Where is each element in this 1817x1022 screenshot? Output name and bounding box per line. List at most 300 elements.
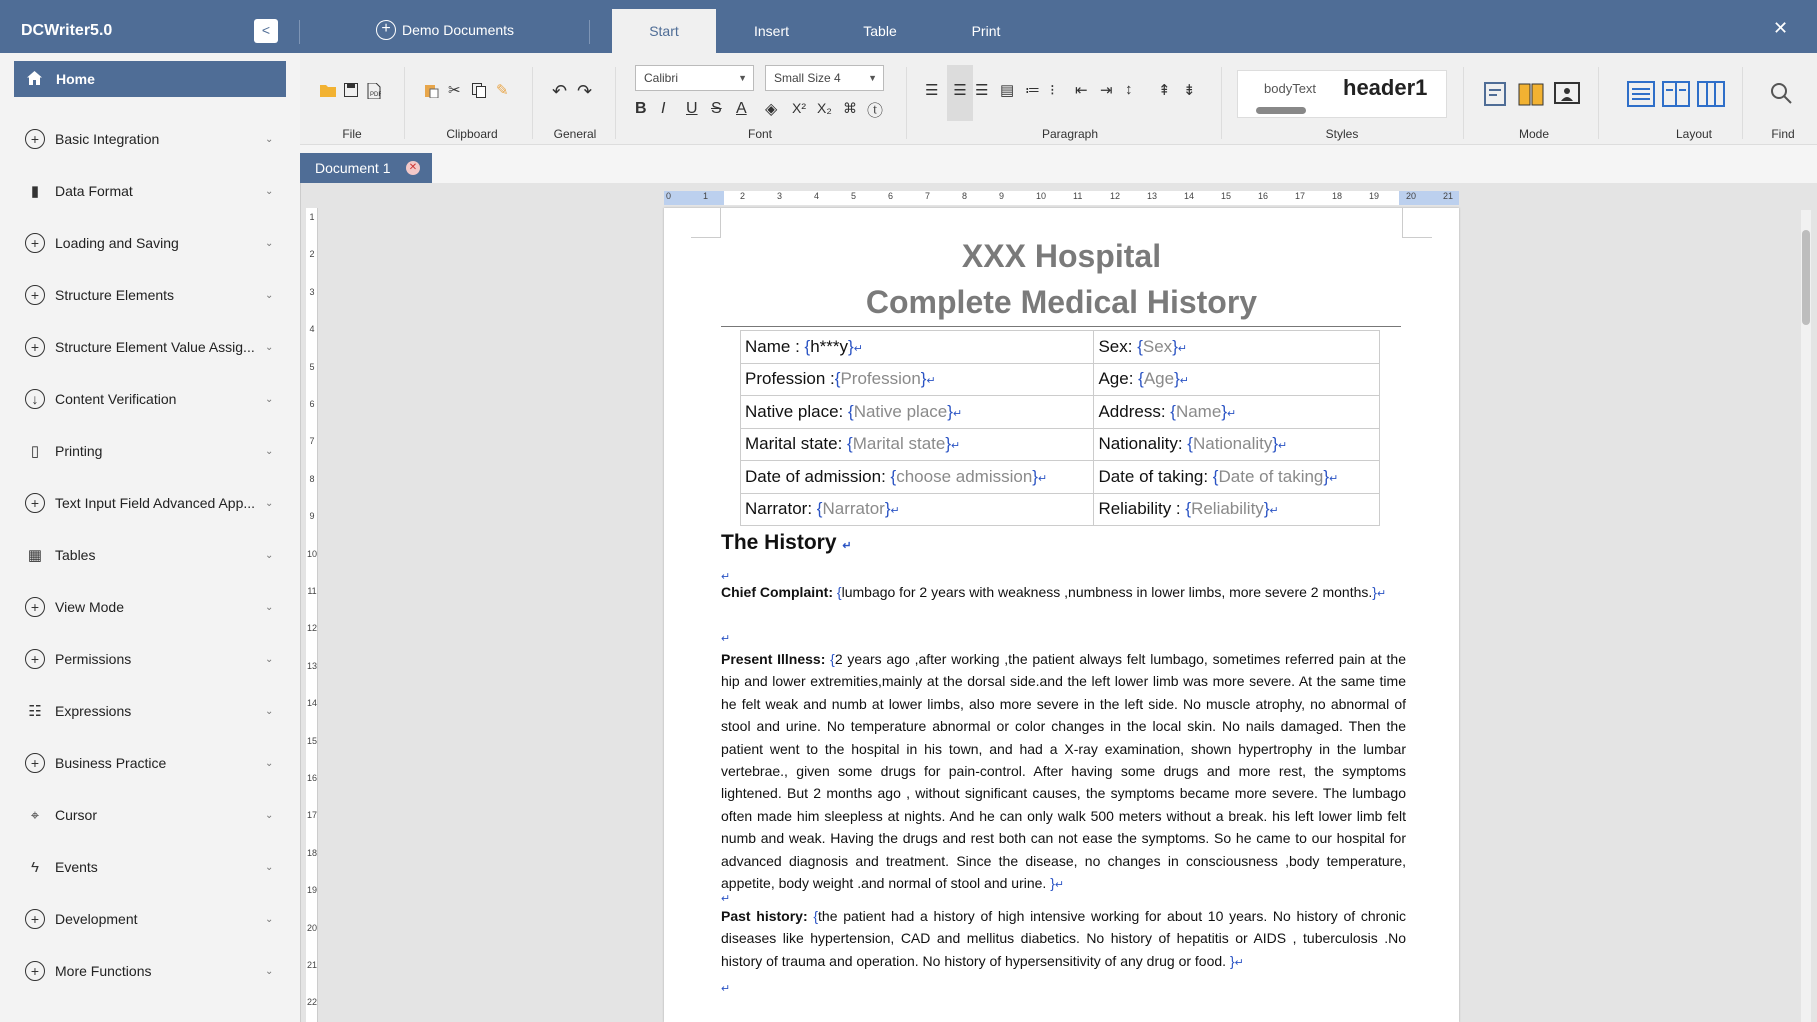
lightning-icon: ϟ <box>31 858 39 876</box>
chevron-down-icon[interactable]: ⌄ <box>265 757 274 769</box>
plus-circle-icon: + <box>376 20 396 40</box>
paragraph-mark: ↵ <box>1329 472 1339 485</box>
vertical-scrollbar[interactable] <box>1801 210 1811 1022</box>
clear-format-icon[interactable]: ⓣ <box>867 103 884 120</box>
layout-three-column-icon[interactable] <box>1697 81 1725 107</box>
group-label-file: File <box>342 127 362 141</box>
top-bar <box>0 0 1817 53</box>
find-search-icon[interactable] <box>1769 81 1797 107</box>
past-history-field[interactable]: the patient had a history of high intensive working for about 10 years. No history of chronic diseases like hypertension, CAD and mellitus diabetics. No history of hepatitis or AIDS , tuberculosis .No history of trauma and operation. No history of hypersensitivity of any drug or food. <box>721 908 1406 969</box>
sidebar-item-label: Home <box>56 71 95 87</box>
sidebar-item-development[interactable] <box>0 899 300 939</box>
paste-icon[interactable] <box>424 83 439 102</box>
home-icon <box>26 71 42 88</box>
table-cell[interactable] <box>1094 331 1380 364</box>
blank-line: ↵ <box>721 893 731 905</box>
sidebar-item-printing[interactable] <box>0 431 300 471</box>
paragraph-mark: ↵ <box>1179 375 1189 388</box>
group-label-styles: Styles <box>1325 127 1359 141</box>
font-name-select[interactable] <box>635 65 754 91</box>
font-color-icon[interactable]: A <box>736 100 747 117</box>
ribbon-toolbar <box>300 53 1817 145</box>
field-bracket-open: { <box>847 434 853 454</box>
document-page[interactable] <box>664 208 1459 1022</box>
field-bracket-open: { <box>1137 336 1143 356</box>
divider <box>1598 67 1599 139</box>
plus-circle-icon: + <box>25 909 45 929</box>
past-history-label: Past history <box>721 908 803 924</box>
sidebar-item-home[interactable] <box>14 61 286 97</box>
document-tab-label: Document 1 <box>315 160 391 176</box>
plus-circle-icon: + <box>25 649 45 669</box>
field-label: Date of taking: <box>1098 466 1213 486</box>
style-body-text[interactable]: bodyText <box>1264 81 1317 96</box>
plus-circle-icon: + <box>25 753 45 773</box>
save-icon[interactable] <box>344 83 358 101</box>
align-center-icon[interactable]: ☰ <box>947 65 973 121</box>
ruler-tick: 16 <box>1258 191 1269 201</box>
plus-circle-icon: + <box>25 233 45 253</box>
table-row <box>741 396 1380 429</box>
table-cell[interactable] <box>741 331 1094 364</box>
sidebar-item-label: Printing <box>55 443 103 459</box>
paragraph-mark: ↵ <box>952 407 963 420</box>
redo-icon[interactable]: ↷ <box>577 81 593 101</box>
font-size-select[interactable] <box>765 65 884 91</box>
group-label-general: General <box>553 127 597 141</box>
copy-icon[interactable] <box>472 83 487 102</box>
sidebar-item-basic-integration[interactable] <box>0 119 300 159</box>
ruler-tick: 18 <box>1332 191 1343 201</box>
margin-corner <box>1402 208 1432 238</box>
blank-line: ↵ <box>721 633 731 645</box>
input-field[interactable]: Reliability <box>1191 499 1264 519</box>
table-cell[interactable] <box>741 396 1094 429</box>
present-illness-paragraph[interactable]: Present Illness: {2 years ago ,after working ,the patient always felt lumbago, sometimes referred pain at the hip and lower extremities,mainly at the dorsal side.and the left lower limb was more severe. At the same time he felt weak and numb at lower limbs, also more severe in the left side. No muscle atrophy, no abnormal of stool and urine. No temperature abnormal or color changes in the local skin. No nails damaged. Then the patient went to the hospital in his town, and had a X-ray examination, shown hypertrophy in the lumbar vertebrae., given some drugs for pain-control. After having some drugs and more rest, the symptoms lightened. But 2 months ago , without significant causes, the symptoms became more severe. The lumbago often made him sleepless at nights. And he can only walk 500 meters without a break. his left lower limb felt numb and weak. Having the drugs and rest both can not ease the symptoms. So he came to our hospital for advanced diagnosis and treatment. Since the disease, no changes in consciousness ,body temperature, appetite, body weight .and normal of stool and urine. }↵ <box>721 651 1406 892</box>
table-cell[interactable] <box>1094 461 1380 494</box>
download-circle-icon: ↓ <box>25 389 45 409</box>
field-bracket-open: { <box>1187 434 1193 454</box>
field-bracket-close: } <box>848 336 854 356</box>
margin-corner <box>691 208 721 238</box>
divider <box>906 67 907 139</box>
ruler-margin-left <box>664 191 724 205</box>
ruler-tick: 2 <box>309 249 315 260</box>
sidebar-item-label: Basic Integration <box>55 131 160 147</box>
styles-gallery[interactable] <box>1237 70 1447 118</box>
ruler-tick: 18 <box>306 847 317 858</box>
sidebar-item-label: Development <box>55 911 138 927</box>
ruler-tick: 12 <box>306 623 317 634</box>
ruler-tick: 10 <box>1036 191 1047 201</box>
presentation-mode-icon[interactable] <box>1553 81 1581 107</box>
divider <box>532 67 533 139</box>
sidebar-item-structure-elements[interactable] <box>0 275 300 315</box>
group-label-clipboard: Clipboard <box>446 127 498 141</box>
field-label: Address: <box>1098 401 1171 421</box>
sidebar-item-tables[interactable] <box>0 535 300 575</box>
ruler-tick: 14 <box>1184 191 1195 201</box>
group-label-mode: Mode <box>1518 127 1550 141</box>
document-title-history[interactable]: Complete Medical History <box>865 284 1258 320</box>
input-field[interactable]: Sex <box>1142 336 1173 356</box>
demo-documents-label: Demo Documents <box>402 22 515 38</box>
field-label: Profession : <box>745 369 835 389</box>
sidebar-item-label: Text Input Field Advanced App... <box>55 495 256 511</box>
ruler-tick: 3 <box>309 286 315 297</box>
patient-info-table <box>740 330 1380 526</box>
styles-scrollbar[interactable] <box>1256 107 1306 114</box>
sidebar-item-expressions[interactable] <box>0 691 300 731</box>
sidebar-item-text-input-field-advanced-app[interactable] <box>0 483 300 523</box>
sidebar-item-label: Events <box>55 859 98 875</box>
ruler-tick: 9 <box>999 191 1005 201</box>
subscript-icon[interactable]: X₂ <box>817 100 832 116</box>
ruler-tick: 5 <box>309 361 315 372</box>
paragraph-spacing-down-icon[interactable]: ⇟ <box>1183 82 1196 99</box>
plus-circle-icon: + <box>25 961 45 981</box>
field-bracket-open: { <box>890 466 897 486</box>
ruler-tick: 19 <box>1369 191 1380 201</box>
divider <box>1221 67 1222 139</box>
open-folder-icon[interactable] <box>320 83 336 101</box>
chevron-down-icon[interactable]: ⌄ <box>265 497 274 509</box>
chevron-down-icon[interactable]: ⌄ <box>265 861 274 873</box>
blank-line: ↵ <box>721 983 731 995</box>
cut-icon[interactable]: ✂ <box>448 82 461 99</box>
divider <box>589 20 590 44</box>
ruler-tick: 21 <box>1443 191 1454 201</box>
chevron-down-icon[interactable]: ⌄ <box>265 133 274 145</box>
layout-two-column-icon[interactable] <box>1662 81 1690 107</box>
ruler-tick: 3 <box>777 191 783 201</box>
chief-complaint-label: Chief Complaint <box>721 584 829 600</box>
svg-text:PDF: PDF <box>370 92 381 98</box>
sidebar-item-label: Content Verification <box>55 391 177 407</box>
paragraph-spacing-up-icon[interactable]: ⇞ <box>1158 82 1171 99</box>
sidebar-item-label: Structure Elements <box>55 287 175 303</box>
ruler-tick: 16 <box>306 773 317 783</box>
edit-mode-icon[interactable] <box>1483 81 1511 107</box>
field-bracket-open: { <box>1212 466 1219 486</box>
present-illness-label: Present Illness <box>721 651 821 667</box>
sidebar-item-cursor[interactable] <box>0 795 300 835</box>
chevron-down-icon[interactable]: ⌄ <box>265 289 274 301</box>
field-label: Age: <box>1098 369 1139 389</box>
ruler-tick: 17 <box>1295 191 1306 201</box>
sidebar <box>0 53 300 1022</box>
divider <box>1742 67 1743 139</box>
document-tab-strip <box>300 145 1817 183</box>
field-label: Narrator: <box>745 499 817 519</box>
table-row <box>741 493 1380 526</box>
calendar-list-icon: ☷ <box>28 703 42 720</box>
field-label: Marital state: <box>745 434 848 454</box>
ruler-tick: 1 <box>703 191 709 201</box>
sidebar-item-more-functions[interactable] <box>0 951 300 991</box>
field-label: Name : <box>745 336 805 356</box>
ruler-tick: 6 <box>309 399 315 409</box>
document-tab[interactable] <box>300 153 432 183</box>
line-spacing-icon[interactable]: ↕ <box>1125 81 1133 98</box>
field-bracket-open: { <box>804 336 811 356</box>
input-field[interactable]: Nationality <box>1192 434 1273 454</box>
field-bracket-close: } <box>947 401 953 421</box>
group-label-font: Font <box>747 127 772 141</box>
table-cell[interactable] <box>741 493 1094 526</box>
tab-start[interactable]: Start <box>612 9 716 53</box>
style-header1[interactable]: header1 <box>1343 75 1428 100</box>
ruler-tick: 21 <box>306 960 317 970</box>
field-label: Sex: <box>1098 336 1138 356</box>
field-bracket-open: { <box>1185 499 1192 519</box>
sidebar-item-label: Data Format <box>55 183 133 199</box>
table-cell[interactable] <box>1094 493 1380 526</box>
indent-icon[interactable]: ⇥ <box>1100 82 1113 99</box>
align-right-icon[interactable]: ☰ <box>975 82 989 99</box>
field-bracket-close: } <box>1172 336 1178 356</box>
paragraph-mark: ↵ <box>890 505 900 518</box>
horizontal-ruler[interactable] <box>664 191 1459 205</box>
table-cell[interactable] <box>741 363 1094 396</box>
ruler-tick: 14 <box>306 698 317 709</box>
input-field[interactable]: Age <box>1143 369 1175 389</box>
ruler-tick: 11 <box>307 586 317 596</box>
sidebar-item-label: Structure Element Value Assig... <box>55 339 255 355</box>
field-bracket-close: } <box>945 434 952 454</box>
paragraph-mark: ↵ <box>951 440 961 453</box>
field-bracket-close: } <box>1323 466 1330 486</box>
field-bracket-open: { <box>1138 369 1144 389</box>
input-field[interactable]: Marital state <box>852 434 946 454</box>
table-cell[interactable] <box>741 428 1094 461</box>
field-bracket-close: } <box>1174 369 1180 389</box>
sidebar-item-events[interactable] <box>0 847 300 887</box>
field-bracket-close: } <box>1221 401 1227 421</box>
sidebar-item-loading-and-saving[interactable] <box>0 223 300 263</box>
past-history-paragraph[interactable]: Past history: {the patient had a history of high intensive working for about 10 years. No history of chronic diseases like hypertension, CAD and mellitus diabetics. No history of hepatitis or AIDS , tuberculosis .No history of trauma and operation. No history of hypersensitivity of any drug or food. }↵ <box>721 908 1406 969</box>
font-size-value: Small Size 4 <box>774 71 841 85</box>
ruler-tick: 1 <box>309 212 315 222</box>
sidebar-item-data-format[interactable] <box>0 171 300 211</box>
ruler-tick: 2 <box>740 191 746 201</box>
field-bracket-close: } <box>920 369 927 389</box>
ruler-tick: 19 <box>306 885 317 896</box>
ruler-tick: 15 <box>306 735 317 746</box>
sidebar-item-label: View Mode <box>55 599 125 615</box>
field-bracket-open: { <box>816 499 823 519</box>
justify-icon[interactable]: ▤ <box>1000 82 1015 99</box>
field-label: Reliability : <box>1098 499 1186 519</box>
collapse-sidebar-button[interactable]: < <box>254 19 278 43</box>
chevron-down-icon[interactable]: ⌄ <box>265 965 274 977</box>
ruler-tick: 15 <box>1221 191 1232 201</box>
sidebar-item-structure-element-value-assig[interactable] <box>0 327 300 367</box>
location-pin-icon: ⌖ <box>30 806 40 824</box>
input-field[interactable]: Native place <box>853 401 948 421</box>
input-field[interactable]: Date of taking <box>1218 466 1324 486</box>
ruler-tick: 6 <box>888 191 894 201</box>
tab-print[interactable]: Print <box>971 23 1001 39</box>
chief-complaint-field[interactable]: lumbago for 2 years with weakness ,numbness in lower limbs, more severe 2 months. <box>841 584 1373 600</box>
tab-table[interactable]: Table <box>863 23 897 39</box>
bold-icon[interactable]: B <box>635 100 647 117</box>
chevron-down-icon: ▼ <box>868 73 877 83</box>
field-label: Native place: <box>745 401 848 421</box>
blank-line: ↵ <box>721 571 731 583</box>
ruler-tick: 17 <box>306 810 317 821</box>
input-field[interactable]: Narrator <box>822 499 885 519</box>
ruler-tick: 0 <box>666 191 672 201</box>
group-label-layout: Layout <box>1675 127 1713 141</box>
ruler-tick: 7 <box>309 436 315 447</box>
chevron-down-icon[interactable]: ⌄ <box>265 341 274 353</box>
printer-icon: ▯ <box>30 443 40 460</box>
close-icon[interactable]: ✕ <box>1773 18 1789 38</box>
align-left-icon[interactable]: ☰ <box>925 82 939 99</box>
ruler-tick: 13 <box>1147 191 1158 201</box>
underline-icon[interactable]: U <box>686 100 698 117</box>
ruler-tick: 5 <box>851 191 857 201</box>
plus-circle-icon: + <box>25 129 45 149</box>
chevron-down-icon[interactable]: ⌄ <box>265 237 274 249</box>
field-bracket-open: { <box>834 369 841 389</box>
scrollbar-thumb[interactable] <box>1802 230 1810 325</box>
bullet-list-icon[interactable]: ⁝ <box>1050 82 1055 99</box>
document-title-hospital[interactable]: XXX Hospital <box>961 238 1162 274</box>
undo-icon[interactable]: ↶ <box>552 81 568 101</box>
field-bracket-open: { <box>1170 401 1176 421</box>
vertical-ruler <box>306 208 318 1022</box>
sidebar-item-label: Cursor <box>55 807 98 823</box>
table-cell[interactable] <box>741 461 1094 494</box>
italic-icon[interactable]: I <box>661 100 666 117</box>
plus-circle-icon: + <box>25 285 45 305</box>
chevron-down-icon[interactable]: ⌄ <box>265 705 274 717</box>
numbered-list-icon[interactable]: ≔ <box>1025 82 1040 99</box>
chevron-down-icon[interactable]: ⌄ <box>265 601 274 613</box>
chevron-down-icon[interactable]: ⌄ <box>265 445 274 457</box>
input-field[interactable]: choose admission <box>896 466 1033 486</box>
sidebar-item-label: More Functions <box>55 963 152 979</box>
sidebar-item-label: Permissions <box>55 651 132 667</box>
paragraph-mark: ↵ <box>1037 472 1048 485</box>
present-illness-field[interactable]: 2 years ago ,after working ,the patient always felt lumbago, sometimes referred pain at the hip and lower extremities,mainly at the dorsal side.and the left lower limb was more severe. At the same time he felt weak and numb at lower limbs, also more severe in the left side. No muscle atrophy, no abnormal of stool and urine. No temperature abnormal or color changes in the local skin. No nails damaged. Then the patient went to the hospital in his town, and had a X-ray examination, shown hypertrophy in the lumbar vertebrae., given some drugs for pain-control. After having some drugs and more rest, the symptoms lightened. But 2 months ago , without significant causes, the symptoms became more severe. The lumbago often made him sleepless at nights. And he can only walk 500 meters without a break. his left lower limb felt numb and weak. Having the drugs and rest both can not ease the symptoms. So he came to our hospital for advanced diagnosis and treatment. Since the disease, no changes in consciousness ,body temperature, appetite, body weight .and normal of stool and urine. <box>721 651 1406 892</box>
outdent-icon[interactable]: ⇤ <box>1075 82 1088 99</box>
read-mode-icon[interactable] <box>1518 81 1546 107</box>
field-bracket-open: { <box>848 401 854 421</box>
field-bracket-close: } <box>884 499 891 519</box>
plus-circle-icon: + <box>25 493 45 513</box>
ruler-tick: 11 <box>1073 191 1083 201</box>
font-name-value: Calibri <box>644 71 679 85</box>
ruler-tick: 8 <box>962 191 968 201</box>
table-grid-icon: ▦ <box>27 547 43 564</box>
title-underline <box>721 326 1401 327</box>
app-title: DCWriter5.0 <box>21 22 113 39</box>
chevron-down-icon[interactable]: ⌄ <box>265 809 274 821</box>
group-label-paragraph: Paragraph <box>1041 127 1099 141</box>
field-label: Date of admission: <box>745 466 891 486</box>
close-tab-icon[interactable]: ✕ <box>406 161 420 175</box>
input-field[interactable]: Profession <box>840 369 921 389</box>
table-row <box>741 461 1380 494</box>
ruler-tick: 20 <box>1406 191 1417 201</box>
table-cell[interactable] <box>1094 363 1380 396</box>
sidebar-item-label: Expressions <box>55 703 132 719</box>
ruler-tick: 9 <box>309 511 315 522</box>
group-label-find: Find <box>1771 127 1795 141</box>
ruler-tick: 4 <box>814 191 820 201</box>
highlight-icon[interactable]: ◈ <box>765 101 778 118</box>
ruler-tick: 13 <box>306 660 317 671</box>
input-field[interactable]: h***y <box>810 336 849 356</box>
border-icon[interactable]: ⌘ <box>843 100 857 116</box>
ruler-tick: 10 <box>306 548 317 559</box>
divider <box>299 20 300 44</box>
chief-complaint-paragraph[interactable]: Chief Complaint: {lumbago for 2 years with weakness ,numbness in lower limbs, more severe 2 months.}↵ <box>721 584 1387 600</box>
field-bracket-close: } <box>1032 466 1038 486</box>
history-heading[interactable]: The History ↵ <box>721 531 852 554</box>
sidebar-item-label: Business Practice <box>55 755 167 771</box>
table-row <box>741 331 1380 364</box>
field-label: Nationality: <box>1098 434 1188 454</box>
document-icon: ▮ <box>30 183 40 200</box>
divider <box>615 67 616 139</box>
pdf-export-icon[interactable] <box>367 83 381 103</box>
paragraph-mark: ↵ <box>1177 342 1188 355</box>
paragraph-mark: ↵ <box>1269 505 1279 518</box>
input-field[interactable]: Name <box>1175 401 1222 421</box>
chevron-down-icon[interactable]: ⌄ <box>265 913 274 925</box>
table-cell[interactable] <box>1094 396 1380 429</box>
field-bracket-close: } <box>1272 434 1279 454</box>
chevron-down-icon[interactable]: ⌄ <box>265 393 274 405</box>
chevron-down-icon[interactable]: ⌄ <box>265 549 274 561</box>
ruler-tick: 7 <box>925 191 931 201</box>
plus-circle-icon: + <box>25 597 45 617</box>
table-cell[interactable] <box>1094 428 1380 461</box>
sidebar-item-permissions[interactable] <box>0 639 300 679</box>
table-row <box>741 363 1380 396</box>
ruler-tick: 8 <box>309 473 315 484</box>
layout-single-column-icon[interactable] <box>1627 81 1655 107</box>
divider <box>404 67 405 139</box>
paragraph-mark: ↵ <box>853 342 863 355</box>
chevron-down-icon[interactable]: ⌄ <box>265 653 274 665</box>
demo-documents-button[interactable] <box>376 20 514 40</box>
paragraph-mark: ↵ <box>926 375 936 388</box>
ruler-tick: 12 <box>1110 191 1121 201</box>
history-heading-text: The History <box>721 531 837 554</box>
superscript-icon[interactable]: X² <box>792 100 806 116</box>
paragraph-mark: ↵ <box>1278 440 1288 453</box>
strikethrough-icon[interactable]: S <box>711 100 722 117</box>
sidebar-item-business-practice[interactable] <box>0 743 300 783</box>
sidebar-item-content-verification[interactable] <box>0 379 300 419</box>
ruler-tick: 4 <box>309 324 315 335</box>
chevron-down-icon: ▼ <box>738 73 747 83</box>
field-bracket-close: } <box>1263 499 1270 519</box>
sidebar-item-view-mode[interactable] <box>0 587 300 627</box>
format-painter-icon[interactable]: ✎ <box>496 82 509 99</box>
sidebar-item-label: Loading and Saving <box>55 235 179 251</box>
paragraph-mark: ↵ <box>1227 407 1237 420</box>
chevron-down-icon[interactable]: ⌄ <box>265 185 274 197</box>
divider <box>1463 67 1464 139</box>
tab-insert[interactable]: Insert <box>753 23 789 39</box>
ruler-tick: 20 <box>306 922 317 933</box>
